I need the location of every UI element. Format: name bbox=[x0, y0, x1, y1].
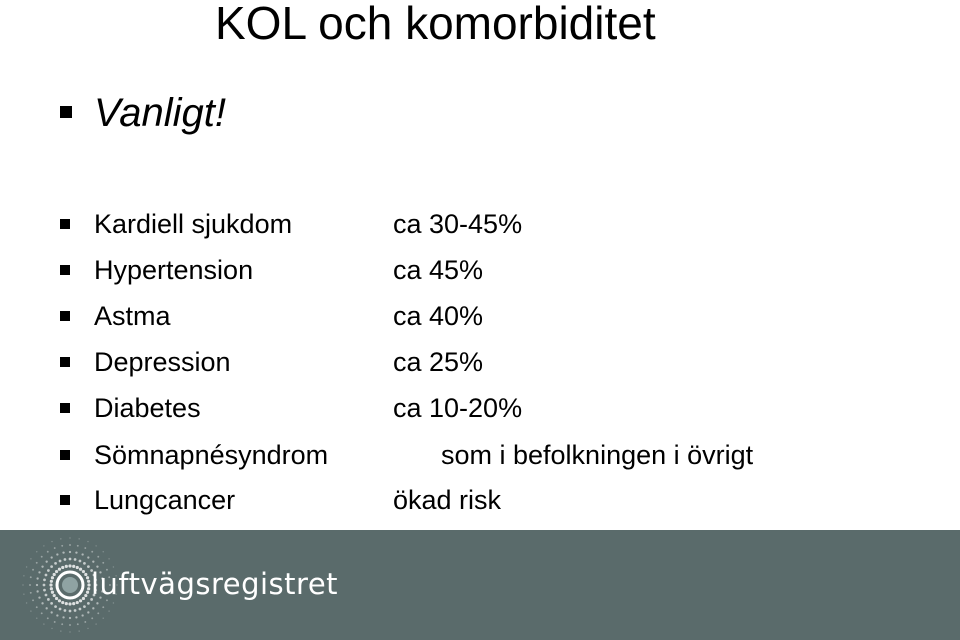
bullet-icon bbox=[60, 403, 70, 413]
logo-dot bbox=[87, 587, 90, 590]
item-label: Depression bbox=[94, 347, 231, 377]
logo-dot bbox=[23, 575, 24, 576]
logo-dot bbox=[43, 579, 46, 582]
logo-dot bbox=[72, 602, 75, 605]
logo-dot bbox=[41, 612, 43, 614]
logo-dot bbox=[68, 564, 71, 567]
logo-dot bbox=[43, 584, 46, 587]
logo-dot bbox=[69, 558, 72, 561]
logo-dot bbox=[51, 591, 54, 594]
logo-dot bbox=[76, 566, 79, 569]
logo-dot bbox=[92, 607, 94, 609]
item-value: ca 30-45% bbox=[393, 209, 523, 239]
logo-dot bbox=[84, 594, 87, 597]
logo-dot bbox=[41, 566, 43, 568]
item-label: Astma bbox=[94, 301, 171, 331]
logo-dot bbox=[43, 623, 44, 624]
logo-dot bbox=[54, 547, 56, 549]
list-item bbox=[0, 293, 960, 339]
logo-dot bbox=[69, 537, 70, 538]
logo-dot bbox=[41, 602, 43, 604]
logo-dot bbox=[30, 558, 31, 559]
bullet-icon bbox=[60, 219, 70, 229]
logo-dot bbox=[108, 558, 109, 559]
bullet-icon bbox=[60, 357, 70, 367]
logo-dot bbox=[46, 561, 48, 563]
logo-dot bbox=[30, 610, 31, 611]
logo-dot bbox=[87, 611, 89, 613]
logo-dot bbox=[69, 631, 70, 632]
item-value: ca 25% bbox=[393, 347, 484, 377]
logo-dot bbox=[51, 576, 54, 579]
logo-dot bbox=[65, 565, 68, 568]
logo-dot bbox=[36, 551, 37, 552]
logo-dot bbox=[82, 570, 85, 573]
logo-dot bbox=[79, 560, 82, 563]
logo-dot bbox=[77, 545, 79, 547]
logo-dot bbox=[58, 568, 61, 571]
logo-dot bbox=[84, 621, 86, 623]
list-item bbox=[0, 477, 960, 523]
logo-dot bbox=[79, 599, 82, 602]
logo-dot bbox=[47, 617, 49, 619]
bullet-icon bbox=[60, 495, 70, 505]
logo-dot bbox=[36, 584, 38, 586]
logo-dot bbox=[74, 609, 77, 612]
slide-subtitle: Vanligt! bbox=[94, 91, 226, 135]
logo-dot bbox=[87, 556, 89, 558]
logo-text: luftvägsregistret bbox=[91, 567, 339, 601]
logo-dot bbox=[79, 568, 82, 571]
logo-dot bbox=[50, 565, 53, 568]
logo-dot bbox=[51, 556, 53, 558]
list-item bbox=[0, 247, 960, 293]
logo-dot bbox=[75, 551, 77, 553]
logo-dot bbox=[102, 562, 104, 564]
logo-dot bbox=[91, 551, 93, 553]
logo-dot bbox=[69, 551, 71, 553]
logo-dot bbox=[30, 576, 32, 578]
logo-dot bbox=[72, 565, 75, 568]
list-item bbox=[0, 432, 960, 478]
logo-dot bbox=[81, 614, 83, 616]
logo-dot bbox=[69, 610, 72, 613]
logo-dot bbox=[82, 597, 85, 600]
logo-dot bbox=[60, 630, 61, 631]
logo-dot bbox=[69, 544, 71, 546]
logo-dot bbox=[86, 576, 89, 579]
item-label: Sömnapnésyndrom bbox=[94, 440, 329, 470]
logo-dot bbox=[68, 602, 71, 605]
logo-dot bbox=[95, 623, 96, 624]
logo-dot bbox=[95, 545, 96, 546]
logo-dot bbox=[61, 566, 64, 569]
logo-dot bbox=[41, 556, 43, 558]
logo-dot bbox=[47, 569, 50, 572]
logo-dot bbox=[54, 562, 57, 565]
item-value: som i befolkningen i övrigt bbox=[441, 440, 754, 470]
logo-dot bbox=[91, 617, 93, 619]
logo-dot bbox=[51, 541, 52, 542]
logo-dot bbox=[59, 608, 62, 611]
logo-dot bbox=[78, 630, 79, 631]
logo-dot bbox=[83, 605, 86, 608]
logo-dot bbox=[22, 584, 23, 585]
logo-dot bbox=[45, 594, 48, 597]
logo-dot bbox=[79, 608, 82, 611]
logo-dot bbox=[108, 610, 109, 611]
logo-dot bbox=[76, 601, 79, 604]
logo-dot bbox=[84, 547, 86, 549]
logo-dot bbox=[78, 538, 79, 539]
logo-dot bbox=[96, 602, 98, 604]
item-label: Lungcancer bbox=[94, 485, 236, 515]
logo-dot bbox=[61, 623, 63, 625]
logo-dot bbox=[23, 593, 24, 594]
logo-dot bbox=[97, 556, 99, 558]
logo-dot bbox=[49, 583, 52, 586]
logo-dot bbox=[26, 566, 27, 567]
item-label: Kardiell sjukdom bbox=[94, 209, 293, 239]
logo-dot bbox=[32, 599, 34, 601]
logo-dot bbox=[38, 571, 40, 573]
logo-dot bbox=[65, 602, 68, 605]
item-value: ca 45% bbox=[393, 255, 484, 285]
logo-dot bbox=[47, 598, 50, 601]
item-value: ca 10-20% bbox=[393, 393, 523, 423]
logo-dot bbox=[62, 616, 64, 618]
logo-dot bbox=[30, 592, 32, 594]
logo-dot bbox=[60, 538, 61, 539]
logo-dot bbox=[32, 569, 34, 571]
logo-dot bbox=[87, 602, 90, 605]
logo-dot bbox=[83, 562, 86, 565]
logo-dot bbox=[62, 551, 64, 553]
logo-dot bbox=[53, 573, 56, 576]
logo-dot bbox=[36, 590, 38, 592]
logo-dot bbox=[58, 599, 61, 602]
logo-dot bbox=[81, 553, 83, 555]
logo-dot bbox=[26, 602, 27, 603]
logo-dot bbox=[69, 624, 71, 626]
bullet-icon bbox=[60, 311, 70, 321]
list-item bbox=[0, 339, 960, 385]
logo-dot bbox=[46, 607, 48, 609]
logo-dot bbox=[64, 609, 67, 612]
logo-dot bbox=[86, 591, 89, 594]
logo-dot bbox=[55, 570, 58, 573]
logo-dot bbox=[64, 558, 67, 561]
logo-dot bbox=[55, 597, 58, 600]
logo-dot bbox=[103, 551, 104, 552]
logo-dot bbox=[50, 602, 53, 605]
logo-dot bbox=[77, 623, 79, 625]
logo-dot bbox=[102, 606, 104, 608]
logo-dot bbox=[59, 560, 62, 563]
logo-dot bbox=[74, 558, 77, 561]
logo-dot bbox=[97, 612, 99, 614]
slide-title: KOL och komorbiditet bbox=[215, 0, 656, 49]
item-label: Hypertension bbox=[94, 255, 254, 285]
logo-dot bbox=[92, 561, 94, 563]
logo-dot bbox=[43, 545, 44, 546]
logo-dot bbox=[61, 601, 64, 604]
logo-dot bbox=[47, 551, 49, 553]
logo-dot bbox=[54, 621, 56, 623]
item-label: Diabetes bbox=[94, 393, 201, 423]
logo-dot bbox=[87, 541, 88, 542]
logo-dot bbox=[38, 596, 40, 598]
logo-dot bbox=[36, 562, 38, 564]
footer-banner bbox=[0, 530, 960, 640]
logo-dot bbox=[56, 614, 58, 616]
logo-dot bbox=[75, 616, 77, 618]
logo-dot bbox=[36, 606, 38, 608]
logo-dot bbox=[87, 580, 90, 583]
logo-dot bbox=[36, 577, 38, 579]
logo-dot bbox=[53, 594, 56, 597]
item-value: ca 40% bbox=[393, 301, 484, 331]
logo-dot bbox=[51, 611, 53, 613]
list-item bbox=[0, 201, 960, 247]
item-value: ökad risk bbox=[393, 485, 502, 515]
logo-dot bbox=[87, 565, 90, 568]
logo-dot bbox=[87, 628, 88, 629]
logo-dot bbox=[56, 553, 58, 555]
bullet-icon bbox=[60, 265, 70, 275]
logo-dot bbox=[103, 618, 104, 619]
logo-dot bbox=[45, 574, 48, 577]
logo-dot bbox=[54, 605, 57, 608]
logo-dot bbox=[61, 545, 63, 547]
logo-dot bbox=[29, 584, 31, 586]
logo-dot bbox=[50, 587, 53, 590]
bullet-icon bbox=[60, 450, 70, 460]
logo-dot bbox=[51, 628, 52, 629]
list-item bbox=[0, 385, 960, 431]
logo-dot bbox=[50, 580, 53, 583]
logo-dot bbox=[69, 617, 71, 619]
logo-dot bbox=[84, 573, 87, 576]
logo-dot bbox=[113, 602, 114, 603]
logo-dot bbox=[36, 618, 37, 619]
logo-dot bbox=[43, 589, 46, 592]
